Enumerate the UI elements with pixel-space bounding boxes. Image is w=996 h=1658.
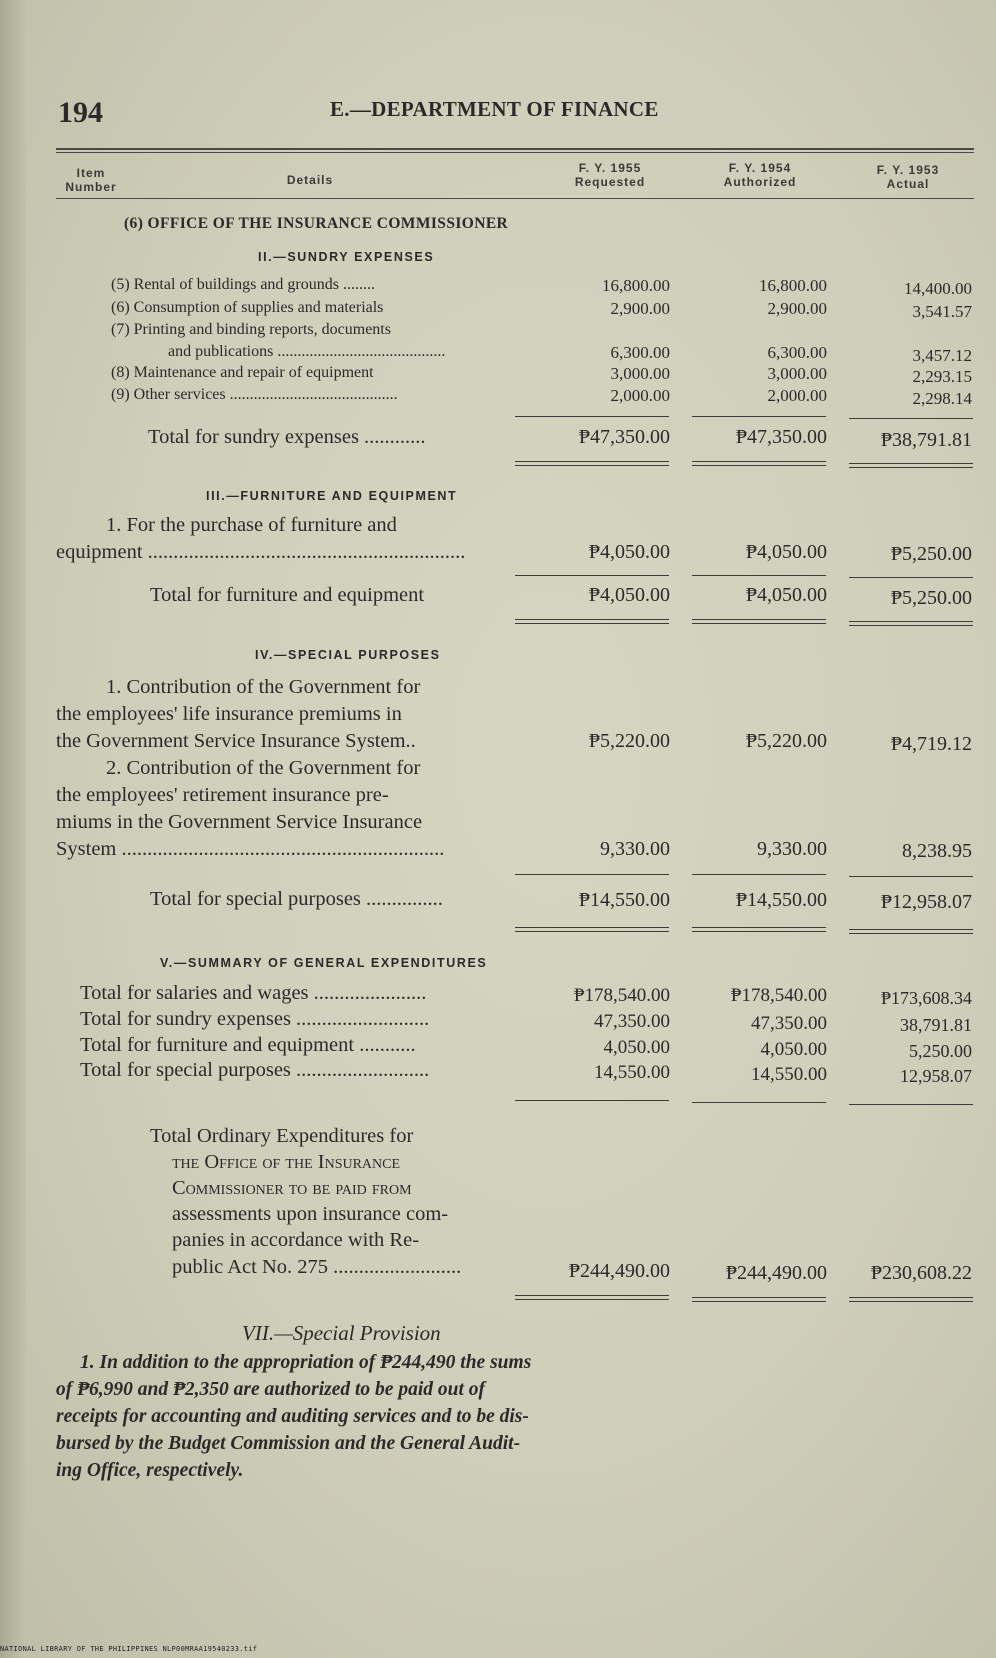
furniture-item-actual: ₱5,250.00 (890, 543, 972, 565)
col-requested-label: Requested (574, 175, 646, 189)
total-double-rule (692, 461, 826, 466)
summary-row-authorized: ₱178,540.00 (730, 985, 827, 1006)
special-section-title: IV.—SPECIAL PURPOSES (255, 648, 441, 662)
sundry-row-authorized: 2,900.00 (767, 299, 827, 318)
sundry-row-authorized: 2,000.00 (767, 386, 827, 405)
special-total-authorized: ₱14,550.00 (735, 889, 827, 911)
sundry-row-actual: 14,400.00 (904, 279, 972, 298)
sundry-section-title: II.—SUNDRY EXPENSES (258, 250, 435, 264)
sundry-row-actual: 2,293.15 (912, 367, 972, 386)
provision-line: receipts for accounting and auditing services and to be dis- (56, 1406, 529, 1427)
summary-row-actual: 38,791.81 (900, 1015, 972, 1035)
col-authorized-header (690, 161, 830, 189)
special-item-line: the employees' life insurance premiums in (56, 703, 402, 725)
sundry-row-requested: 6,300.00 (610, 343, 670, 362)
col-authorized-year: F. Y. 1954 (728, 161, 792, 175)
sundry-row-actual: 3,457.12 (912, 346, 972, 365)
summary-row-label: Total for salaries and wages ...................... (80, 982, 427, 1004)
special-item2-requested: 9,330.00 (600, 838, 670, 860)
special-item-line: the employees' retirement insurance pre- (56, 784, 389, 806)
special-total-label: Total for special purposes ............... (150, 888, 443, 910)
sundry-row-requested: 16,800.00 (602, 276, 670, 295)
special-total-requested: ₱14,550.00 (578, 889, 670, 911)
summary-row-label: Total for special purposes .......................... (80, 1059, 430, 1081)
grand-total-line: Commissioner to be paid from (172, 1177, 412, 1199)
sundry-row-label: (5) Rental of buildings and grounds ........ (111, 276, 375, 293)
special-item-line: the Government Service Insurance System.. (56, 730, 416, 752)
header-rule-bottom (56, 198, 974, 199)
furniture-total-requested: ₱4,050.00 (588, 584, 670, 606)
summary-section-title: V.—SUMMARY OF GENERAL EXPENDITURES (160, 956, 488, 970)
special-total-actual: ₱12,958.07 (880, 891, 972, 913)
total-double-rule (849, 463, 973, 468)
sum-rule (849, 1104, 973, 1105)
furniture-total-authorized: ₱4,050.00 (745, 584, 827, 606)
page-header: E.—DEPARTMENT OF FINANCE (330, 97, 659, 121)
summary-row-actual: 12,958.07 (900, 1066, 972, 1086)
grand-total-line: Total Ordinary Expenditures for (150, 1125, 414, 1147)
sundry-row-authorized: 6,300.00 (767, 343, 827, 362)
special-item1-actual: ₱4,719.12 (890, 733, 972, 755)
provision-title: VII.—Special Provision (242, 1321, 441, 1345)
grand-total-line: assessments upon insurance com- (172, 1203, 449, 1225)
sundry-row-label: (7) Printing and binding reports, documents (111, 321, 391, 338)
provision-line: of ₱6,990 and ₱2,350 are authorized to be paid out of (56, 1379, 486, 1400)
grand-total-actual: ₱230,608.22 (870, 1262, 972, 1284)
sundry-row-label: and publications .......................................... (168, 343, 446, 360)
sum-rule (692, 1102, 826, 1103)
office-title: (6) OFFICE OF THE INSURANCE COMMISSIONER (124, 215, 509, 232)
sundry-row-label: (6) Consumption of supplies and materials (111, 299, 384, 316)
sundry-total-authorized: ₱47,350.00 (735, 426, 827, 448)
summary-row-label: Total for furniture and equipment ........... (80, 1034, 416, 1056)
sundry-row-authorized: 3,000.00 (767, 364, 827, 383)
col-actual-year: F. Y. 1953 (876, 163, 940, 177)
special-item-line: 1. Contribution of the Government for (106, 676, 421, 698)
special-item-line: miums in the Government Service Insurance (56, 811, 423, 833)
col-authorized-label: Authorized (723, 175, 797, 189)
special-item1-authorized: ₱5,220.00 (745, 730, 827, 752)
summary-row-authorized: 14,550.00 (751, 1064, 827, 1085)
sundry-row-requested: 2,000.00 (610, 386, 670, 405)
sundry-row-actual: 3,541.57 (912, 302, 972, 321)
sum-rule (692, 874, 826, 875)
provision-line: 1. In addition to the appropriation of ₱244,490 the sums (80, 1352, 532, 1373)
sundry-row-actual: 2,298.14 (912, 389, 972, 408)
total-double-rule (692, 1297, 826, 1302)
sum-rule (515, 874, 669, 875)
summary-row-requested: 14,550.00 (594, 1062, 670, 1083)
sum-rule (515, 416, 669, 417)
provision-line: ing Office, respectively. (56, 1460, 244, 1481)
grand-total-line: panies in accordance with Re- (172, 1229, 420, 1251)
col-details-header: Details (286, 173, 334, 187)
summary-row-requested: 47,350.00 (594, 1011, 670, 1032)
scan-footer: NATIONAL LIBRARY OF THE PHILIPPINES NLP00MRAA19540233.tif (0, 1645, 258, 1653)
furniture-item-line: equipment .............................................................. (56, 541, 466, 563)
furniture-total-actual: ₱5,250.00 (890, 587, 972, 609)
total-double-rule (515, 927, 669, 932)
grand-total-line: public Act No. 275 ......................... (172, 1256, 462, 1278)
sum-rule (515, 1100, 669, 1101)
grand-total-line: the Office of the Insurance (172, 1151, 401, 1173)
total-double-rule (849, 621, 973, 626)
special-item-line: System ............................................................... (56, 838, 445, 860)
sundry-total-label: Total for sundry expenses ............ (148, 426, 426, 448)
page-number: 194 (58, 96, 103, 129)
furniture-section-title: III.—FURNITURE AND EQUIPMENT (206, 489, 458, 503)
special-item2-authorized: 9,330.00 (757, 838, 827, 860)
summary-row-actual: ₱173,608.34 (880, 988, 972, 1008)
sundry-row-label: (8) Maintenance and repair of equipment (111, 364, 374, 381)
total-double-rule (515, 1295, 669, 1300)
header-rule-top (56, 148, 974, 150)
sundry-total-requested: ₱47,350.00 (578, 426, 670, 448)
summary-row-authorized: 4,050.00 (760, 1039, 827, 1060)
col-requested-header (540, 161, 680, 189)
header-rule-top-thin (56, 152, 974, 153)
total-double-rule (692, 927, 826, 932)
sum-rule (849, 577, 973, 578)
summary-row-actual: 5,250.00 (909, 1041, 972, 1061)
total-double-rule (849, 929, 973, 934)
furniture-item-line: 1. For the purchase of furniture and (106, 514, 397, 536)
grand-total-requested: ₱244,490.00 (568, 1260, 670, 1282)
col-number-label: Number (65, 180, 117, 194)
summary-row-requested: ₱178,540.00 (573, 985, 670, 1006)
col-item-header (56, 166, 126, 194)
special-item1-requested: ₱5,220.00 (588, 730, 670, 752)
furniture-total-label: Total for furniture and equipment (150, 584, 425, 606)
total-double-rule (849, 1297, 973, 1302)
sum-rule (692, 416, 826, 417)
summary-row-requested: 4,050.00 (603, 1037, 670, 1058)
sundry-row-requested: 2,900.00 (610, 299, 670, 318)
summary-row-authorized: 47,350.00 (751, 1013, 827, 1034)
total-double-rule (515, 461, 669, 466)
grand-total-authorized: ₱244,490.00 (725, 1262, 827, 1284)
sundry-row-authorized: 16,800.00 (759, 276, 827, 295)
total-double-rule (515, 619, 669, 624)
col-actual-label: Actual (886, 177, 930, 191)
sum-rule (849, 418, 973, 419)
total-double-rule (692, 619, 826, 624)
sundry-row-requested: 3,000.00 (610, 364, 670, 383)
sundry-row-label: (9) Other services .......................................... (111, 386, 398, 403)
special-item2-actual: 8,238.95 (902, 840, 972, 862)
col-requested-year: F. Y. 1955 (578, 161, 642, 175)
sum-rule (515, 575, 669, 576)
sum-rule (692, 575, 826, 576)
summary-row-label: Total for sundry expenses .......................... (80, 1008, 430, 1030)
col-item-label: Item (76, 166, 106, 180)
furniture-item-requested: ₱4,050.00 (588, 541, 670, 563)
sum-rule (849, 876, 973, 877)
furniture-item-authorized: ₱4,050.00 (745, 541, 827, 563)
special-item-line: 2. Contribution of the Government for (106, 757, 421, 779)
page-edge (0, 0, 26, 1658)
provision-line: bursed by the Budget Commission and the General Audit- (56, 1433, 521, 1454)
col-actual-header (838, 163, 978, 191)
sundry-total-actual: ₱38,791.81 (880, 429, 972, 451)
